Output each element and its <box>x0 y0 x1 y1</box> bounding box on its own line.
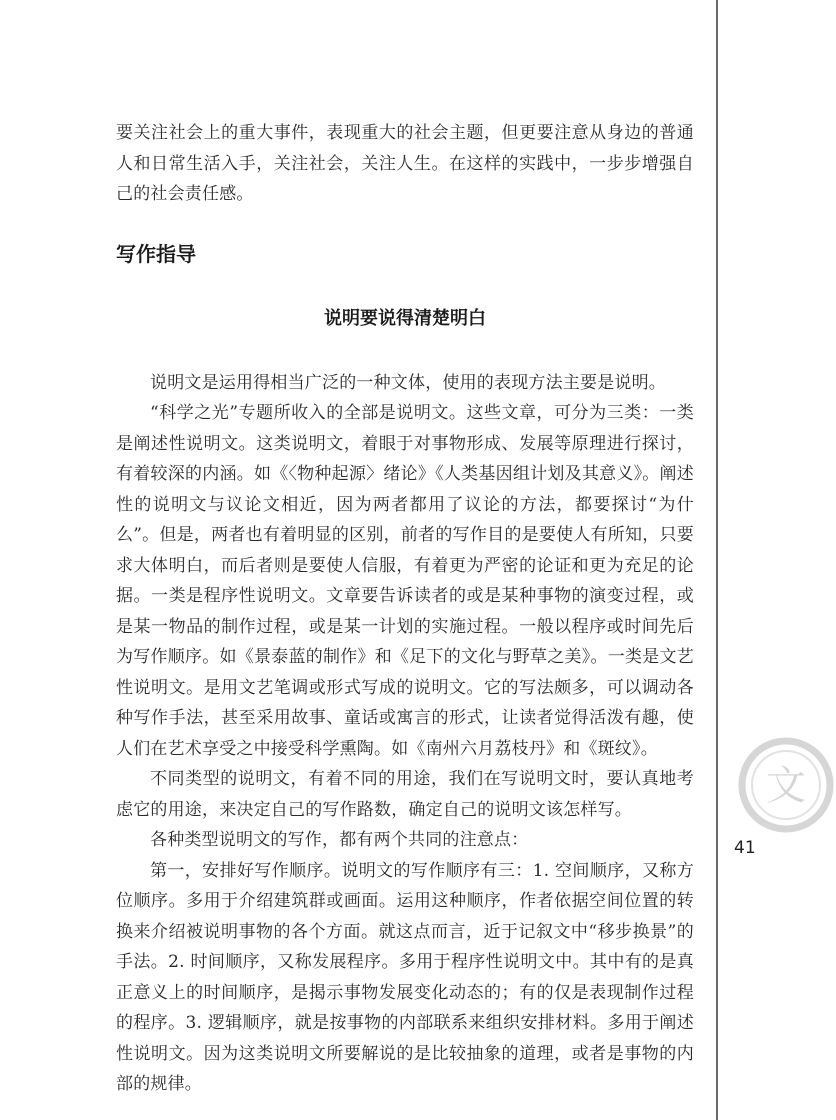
article-body <box>116 368 694 1100</box>
body-paragraph-5: 第一，安排好写作顺序。说明文的写作顺序有三：1. 空间顺序，又称方位顺序。多用于介绍建筑群或画面。运用这种顺序，作者依据空间位置的转换来介绍被说明事物的各个方面。就这点而言，近于记叙文中“移步换景”的手法。2. 时间顺序，又称发展程序。多用于程序性说明文中。其中有的是真正意义上的时间顺序，是揭示事物发展变化动态的；有的仅是表现制作过程的程序。3. 逻辑顺序，就是按事物的内部联系来组织安排材料。多用于阐述性说明文。因为这类说明文所要解说的是比较抽象的道理，或者是事物的内部的规律。 <box>116 860 694 1094</box>
page-number: 41 <box>734 838 756 858</box>
body-paragraph-1: 说明文是运用得相当广泛的一种文体，使用的表现方法主要是说明。 <box>150 372 666 393</box>
body-paragraph-4: 各种类型说明文的写作，都有两个共同的注意点： <box>150 830 529 850</box>
body-paragraph-2: “科学之光”专题所收入的全部是说明文。这些文章，可分为三类：一类是阐述性说明文。这类说明文，着眼于对事物形成、发展等原理进行探讨，有着较深的内涵。如《〈物种起源〉绪论》《人类基因组计划及其意义》。阐述性的说明文与议论文相近，因为两者都用了议论的方法，都要探讨“为什么”。但是，两者也有着明显的区别，前者的写作目的是要使人有所知，只要求大体明白，而后者则是要使人信服，有着更为严密的论证和更为充足的论据。一类是程序性说明文。文章要告诉读者的或是某种事物的演变过程，或是某一物品的制作过程，或是某一计划的实施过程。一般以程序或时间先后为写作顺序。如《景泰蓝的制作》和《足下的文化与野草之美》。一类是文艺性说明文。是用文艺笔调或形式写成的说明文。它的写法颇多，可以调动各种写作手法，甚至采用故事、童话或寓言的形式，让读者觉得活泼有趣，使人们在艺术享受之中接受科学熏陶。如《南州六月荔枝丹》和《斑纹》。 <box>116 403 694 759</box>
page-margin-rule <box>716 0 718 1120</box>
body-paragraph-3: 不同类型的说明文，有着不同的用途，我们在写说明文时，要认真地考虑它的用途，来决定自己的写作路数，确定自己的说明文该怎样写。 <box>116 769 694 820</box>
seal-glyph: 文 <box>766 763 806 809</box>
wen-seal-icon <box>736 735 836 835</box>
intro-paragraph: 要关注社会上的重大事件，表现重大的社会主题，但更要注意从身边的普通人和日常生活入手，关注社会，关注人生。在这样的实践中，一步步增强自己的社会责任感。 <box>116 123 694 204</box>
article-title: 说明要说得清楚明白 <box>324 307 486 329</box>
page-content <box>116 118 694 1100</box>
section-heading: 写作指导 <box>116 241 196 266</box>
